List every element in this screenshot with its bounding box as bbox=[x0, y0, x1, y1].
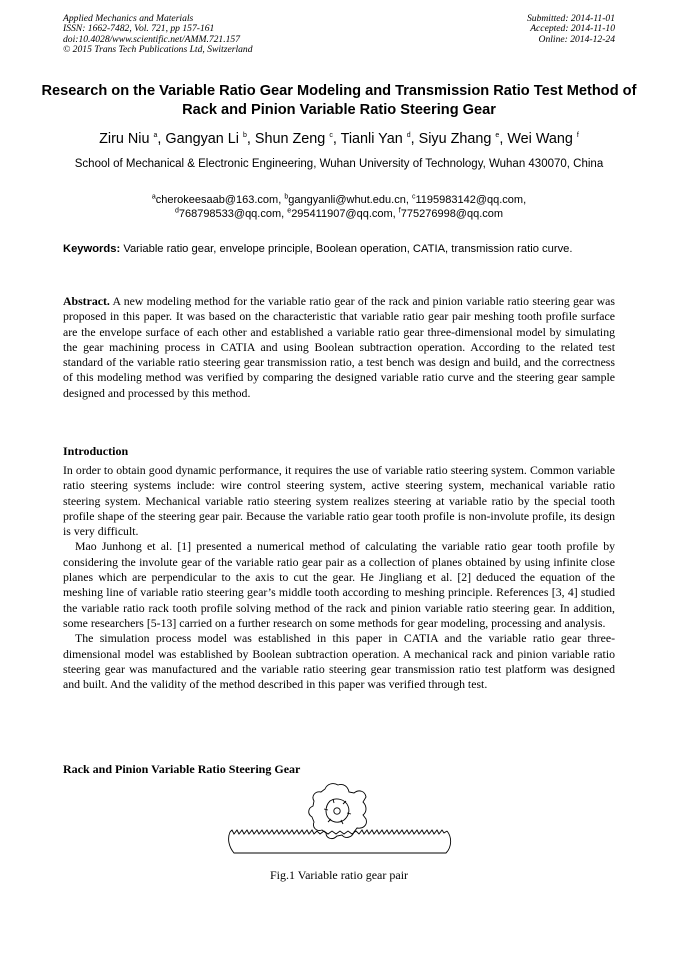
keywords bbox=[63, 242, 615, 256]
author-sup: b bbox=[243, 132, 247, 140]
accepted-date: Accepted: 2014-11-10 bbox=[530, 23, 615, 35]
author-name: Siyu Zhang bbox=[418, 131, 492, 147]
email-sup: d bbox=[174, 207, 179, 215]
author-name: Gangyan Li bbox=[165, 131, 239, 147]
section-heading-rack-pinion: Rack and Pinion Variable Ratio Steering Gear bbox=[63, 762, 301, 776]
author-sup: c bbox=[329, 132, 333, 140]
email-address: 1195983142@qq.com bbox=[415, 194, 524, 206]
email-sup: e bbox=[287, 207, 292, 215]
journal-doi: doi:10.4028/www.scientific.net/AMM.721.157 bbox=[63, 33, 241, 45]
journal-copyright: © 2015 Trans Tech Publications Ltd, Switzerland bbox=[63, 44, 253, 56]
affiliation: School of Mechanical & Electronic Engineering, Wuhan University of Technology, Wuhan 430070, China bbox=[74, 158, 604, 170]
paragraph: Mao Junhong et al. [1] presented a numerical method of calculating the variable ratio gear tooth profile by considering the involute gear of the variable ratio gear pair as a collection of planes obtained by using infinite close planes which are perpendicular to the axis to cut the gear. He Jingliang et al. [2] deduced the equation of the meshing line of variable ratio steering gear’s middle tooth according to meshing principle. References [3, 4] studied the variable ratio rack tooth profile solving method of the rack and pinion variable ratio steering gear. In addition, some researchers [5-13] carried on a further research on some methods for gear modeling, processing and analysis. bbox=[63, 539, 615, 630]
abstract-text: A new modeling method for the variable ratio gear of the rack and pinion variable ratio steering gear was proposed in this paper. It was based on the characteristic that variable ratio gear pair meshing tooth profile surface are the envelope surface of each other and established a variable ratio gear three-dimensional model by simulating the gear machining process in CATIA and using Boolean subtraction operation. According to the related test standard of the variable ratio steering gear transmission ratio, a test bench was design and build, and the correctness of this modeling method was verified by comparing the designed variable ratio curve and the steering gear sample designed and processed by this method. bbox=[63, 294, 615, 400]
author-name: Wei Wang bbox=[507, 131, 573, 147]
email-sup: a bbox=[151, 193, 156, 201]
author-list: Ziru Niu $^a$, Gangyan Li $^b$, Shun Zeng $^c$, Tianli Yan $^d$, Siyu Zhang $^e$, Wei Wang $^f$ bbox=[99, 131, 579, 147]
paragraph: The simulation process model was established in this paper in CATIA and the variable ratio gear three-dimensional model was established by Boolean subtraction operation. A mechanical rack and pinion variable ratio steering gear was manufactured and the variable ratio steering gear transmission ratio test platform was designed and built. And the validity of the method described in this paper was verified through test. bbox=[63, 631, 615, 692]
author-sup: d bbox=[406, 132, 411, 140]
paragraph: In order to obtain good dynamic performance, it requires the use of variable ratio steering system. Common variable ratio steering systems include: wire control steering system, active steering system, mechanical variable ratio steering system. Mechanical variable ratio steering system realizes steering at variable ratio by the special tooth profile shape of the steering gear pair. Because the variable ratio gear tooth profile is non-involute profile, its design is very difficult. bbox=[63, 463, 615, 539]
rack-teeth bbox=[230, 830, 447, 834]
email-sup: b bbox=[284, 193, 289, 201]
email-sup: c bbox=[411, 193, 416, 201]
submitted-date: Submitted: 2014-11-01 bbox=[526, 13, 615, 24]
rack bbox=[229, 830, 451, 853]
rack-body bbox=[229, 831, 451, 853]
journal-issn: ISSN: 1662-7482, Vol. 721, pp 157-161 bbox=[63, 23, 215, 35]
journal-name: Applied Mechanics and Materials bbox=[63, 13, 194, 24]
gear-pair-figure bbox=[222, 777, 456, 867]
abstract-label: Abstract. bbox=[63, 294, 110, 308]
author-name: Shun Zeng bbox=[254, 131, 326, 147]
journal-info bbox=[63, 14, 253, 56]
pinion-gear bbox=[309, 784, 367, 839]
author-sup: a bbox=[153, 132, 158, 140]
keywords-label: Keywords: bbox=[63, 243, 121, 255]
figure-caption: Fig.1 Variable ratio gear pair bbox=[269, 868, 409, 882]
author-sup: f bbox=[576, 132, 579, 140]
email-list: $^a$cherokeesaab@163.com, $^b$gangyanli@whut.edu.cn, $^c$1195983142@qq.com, $^d$768798533@qq.com, $^e$295411907@qq.com, $^f$775276998@qq.com bbox=[151, 193, 527, 220]
submission-dates bbox=[527, 14, 615, 45]
email-address: 295411907@qq.com bbox=[291, 208, 393, 220]
email-address: 768798533@qq.com bbox=[178, 208, 282, 220]
online-date: Online: 2014-12-24 bbox=[538, 33, 615, 45]
author-name: Tianli Yan bbox=[340, 131, 403, 147]
section-heading-introduction: Introduction bbox=[63, 444, 129, 458]
email-sup: f bbox=[398, 207, 401, 215]
introduction-body bbox=[63, 463, 615, 692]
author-name: Ziru Niu bbox=[99, 131, 150, 147]
email-address: cherokeesaab@163.com bbox=[155, 194, 279, 206]
email-address: gangyanli@whut.edu.cn bbox=[288, 194, 406, 206]
paper-title: Research on the Variable Ratio Gear Modeling and Transmission Ratio Test Method of Rack and Pinion Variable Ratio Steering Gear bbox=[41, 83, 637, 118]
email-address: 775276998@qq.com bbox=[400, 208, 504, 220]
pinion-teeth bbox=[309, 784, 367, 839]
pinion-web bbox=[326, 799, 349, 822]
abstract bbox=[63, 294, 615, 401]
author-sup: e bbox=[495, 132, 500, 140]
keywords-text: Variable ratio gear, envelope principle, Boolean operation, CATIA, transmission ratio curve. bbox=[123, 243, 573, 255]
